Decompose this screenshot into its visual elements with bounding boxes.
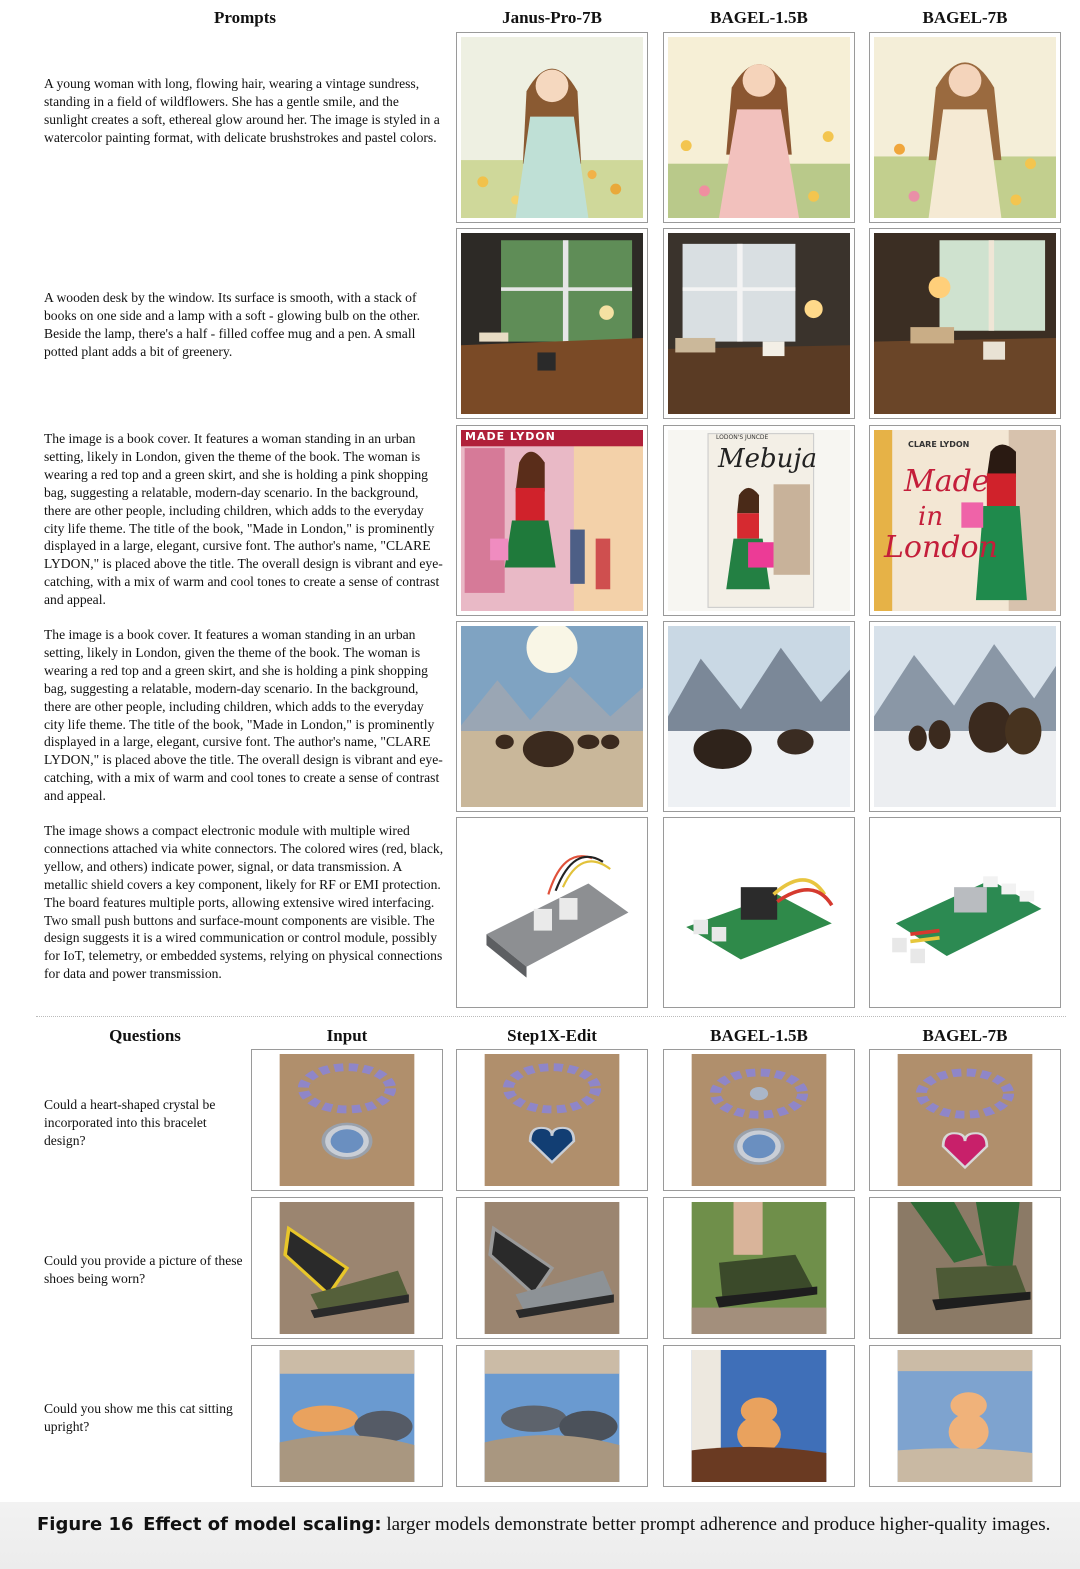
- header-step1x-edit: Step1X-Edit: [507, 1026, 597, 1045]
- image-janus-woman: [456, 32, 648, 223]
- image-bagel7-bookcover: [869, 425, 1061, 616]
- header-bagel-7b-edit: BAGEL-7B: [922, 1026, 1008, 1045]
- image-bagel15-shoes: [663, 1197, 855, 1339]
- section-divider: [36, 1016, 1066, 1017]
- image-bagel7-mammoths: [869, 621, 1061, 812]
- image-bagel15-module: [663, 817, 855, 1008]
- prompt-1: A young woman with long, flowing hair, wearing a vintage sundress, standing in a field of wildflowers. She has a gentle smile, and the sunlight creates a soft, ethereal glow around her. The image is styled in a watercolor painting format, with delicate brushstrokes and pastel colors.: [44, 76, 440, 145]
- image-step1x-bracelet: [456, 1049, 648, 1191]
- image-janus-bookcover: [456, 425, 648, 616]
- prompt-2: A wooden desk by the window. Its surface is smooth, with a stack of books on one side and a lamp with a soft - glowing bulb on the other. Beside the lamp, there's a half - filled coffee mug and a pen. A small potted plant adds a bit of greenery.: [44, 290, 421, 359]
- header-prompts: Prompts: [213, 8, 276, 27]
- header-bagel-1-5b: BAGEL-1.5B: [710, 8, 808, 27]
- image-bagel7-bracelet: [869, 1049, 1061, 1191]
- header-janus-pro-7b: Janus-Pro-7B: [502, 8, 602, 27]
- prompt-5: The image shows a compact electronic module with multiple wired connections attached via white connectors. The colored wires (red, black, yellow, and others) indicate power, signal, or data transmission. A metallic shield covers a key component, likely for RF or EMI protection. The board features multiple ports, allowing extensive wired interfacing. Two small push buttons and surface-mount components are visible. The design suggests it is a wired communication or control module, possibly for IoT, telemetry, or embedded systems, relying on physical connections for data and power transmission.: [44, 823, 444, 982]
- caption-text: larger models demonstrate better prompt adherence and produce higher-quality images.: [386, 1514, 1051, 1535]
- prompt-3: The image is a book cover. It features a woman standing in an urban setting, likely in London, given the theme of the book. The woman is wearing a red top and a green skirt, and she is holding a pink shopping bag, suggesting a relatable, modern-day scenario. In the background, there are other people, including children, which adds to the everyday city life theme. The title of the book, "Made in London," is prominently displayed in a large, elegant, cursive font. The author's name, "CLARE LYDON," is placed above the title. The overall design is vibrant and eye-catching, with a mix of warm and cool tones to create a sense of contrast and appeal.: [44, 431, 443, 608]
- image-janus-desk: [456, 228, 648, 419]
- bagel15-cover-author: LODON'S JUNCDE: [716, 434, 769, 441]
- question-2: Could you provide a picture of these shoes being worn?: [44, 1253, 243, 1286]
- image-input-cat: [251, 1345, 443, 1487]
- image-bagel15-cat: [663, 1345, 855, 1487]
- image-bagel7-desk: [869, 228, 1061, 419]
- image-bagel15-desk: [663, 228, 855, 419]
- prompt-4: The image is a book cover. It features a woman standing in an urban setting, likely in London, given the theme of the book. The woman is wearing a red top and a green skirt, and she is holding a pink shopping bag, suggesting a relatable, modern-day scenario. In the background, there are other people, including children, which adds to the everyday city life theme. The title of the book, "Made in London," is prominently displayed in a large, elegant, cursive font. The author's name, "CLARE LYDON," is placed above the title. The overall design is vibrant and eye-catching, with a mix of warm and cool tones to create a sense of contrast and appeal.: [44, 627, 443, 804]
- question-1: Could a heart-shaped crystal be incorporated into this bracelet design?: [44, 1097, 216, 1148]
- image-bagel7-woman: [869, 32, 1061, 223]
- image-bagel15-woman: [663, 32, 855, 223]
- bagel7-cover-title-3: London: [884, 530, 998, 565]
- image-bagel7-shoes: [869, 1197, 1061, 1339]
- image-bagel15-mammoths: [663, 621, 855, 812]
- image-bagel7-cat: [869, 1345, 1061, 1487]
- image-input-bracelet: [251, 1049, 443, 1191]
- image-janus-module: [456, 817, 648, 1008]
- bagel7-cover-title-1: Made: [904, 464, 990, 499]
- figure-caption: [37, 1512, 1067, 1537]
- bagel7-cover-author: CLARE LYDON: [908, 440, 970, 449]
- header-bagel-7b: BAGEL-7B: [922, 8, 1008, 27]
- image-step1x-cat: [456, 1345, 648, 1487]
- image-janus-mammoths: [456, 621, 648, 812]
- image-bagel7-module: [869, 817, 1061, 1008]
- header-input: Input: [326, 1026, 368, 1045]
- janus-cover-title: MADE LYDON: [465, 430, 556, 443]
- caption-label: Figure 16: [37, 1514, 134, 1535]
- bagel15-cover-title: Mebuja: [718, 444, 817, 474]
- image-bagel15-bookcover: [663, 425, 855, 616]
- header-bagel-1-5b-edit: BAGEL-1.5B: [710, 1026, 808, 1045]
- question-3: Could you show me this cat sitting upright?: [44, 1401, 233, 1434]
- bagel7-cover-title-2: in: [918, 502, 944, 532]
- header-questions: Questions: [109, 1026, 181, 1045]
- image-bagel15-bracelet: [663, 1049, 855, 1191]
- caption-bold-text: Effect of model scaling:: [143, 1514, 382, 1535]
- image-input-shoes: [251, 1197, 443, 1339]
- image-step1x-shoes: [456, 1197, 648, 1339]
